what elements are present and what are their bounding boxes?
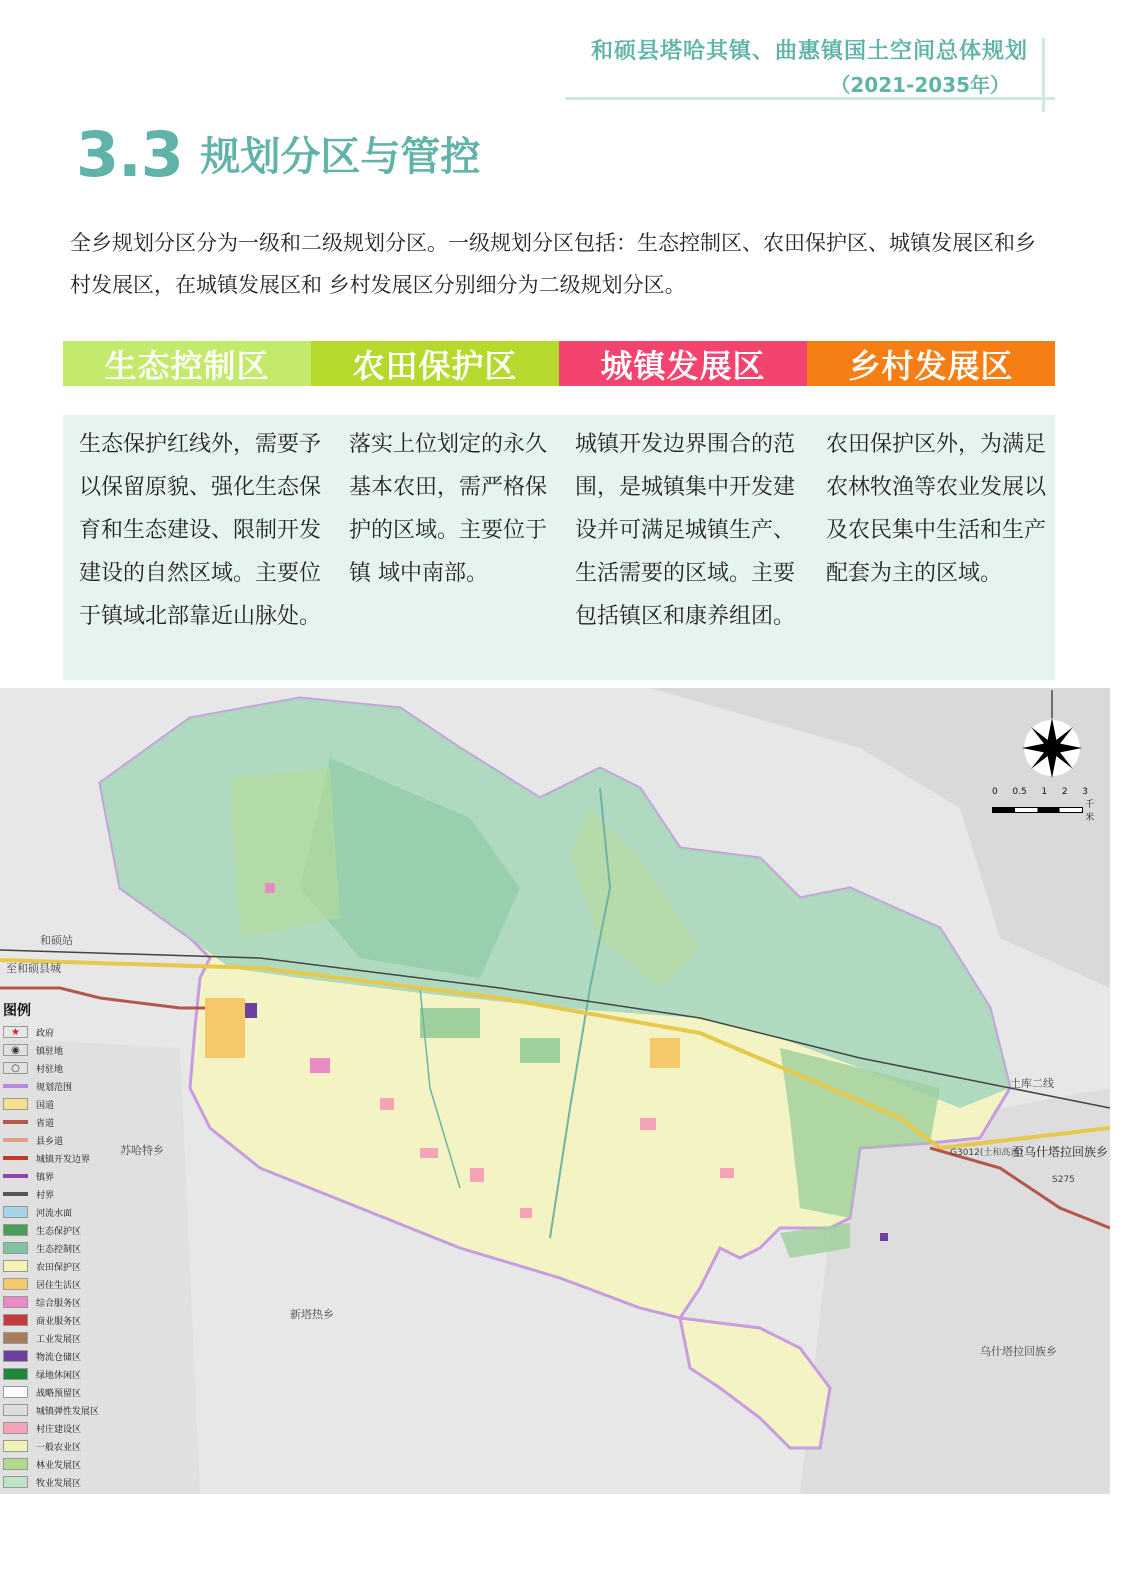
zoning-map	[0, 688, 1110, 1494]
legend-item	[3, 1347, 143, 1365]
scale-tick: 2	[1061, 787, 1068, 797]
legend-item	[3, 1455, 143, 1473]
zone-descriptions	[63, 415, 1055, 680]
legend-item	[3, 1095, 143, 1113]
legend-swatch	[3, 1458, 28, 1470]
legend-label: 一般农业区	[36, 1442, 82, 1453]
legend-title: 图例	[3, 1003, 31, 1019]
header-vertical-divider	[1042, 38, 1045, 112]
legend-swatch	[3, 1386, 28, 1398]
section-number: 3.3	[76, 118, 183, 191]
legend-label: 国道	[36, 1100, 55, 1111]
legend-label: 林业发展区	[36, 1460, 82, 1471]
legend-swatch	[3, 1278, 28, 1290]
legend-item	[3, 1239, 143, 1257]
section-title: 规划分区与管控	[200, 134, 481, 180]
legend-label: 居住生活区	[36, 1280, 82, 1291]
legend-item	[3, 1131, 143, 1149]
legend-item	[3, 1311, 143, 1329]
legend-item	[3, 1419, 143, 1437]
scale-tick: 0.5	[1012, 787, 1027, 797]
map-label-provincial-road: S275	[1052, 1175, 1075, 1185]
zone-farmland	[311, 341, 559, 386]
legend-label: 村庄建设区	[36, 1424, 82, 1435]
legend-label: 农田保护区	[36, 1262, 82, 1273]
legend-swatch	[3, 1404, 28, 1416]
legend-label: 镇驻地	[36, 1046, 64, 1057]
legend-item	[3, 1473, 143, 1491]
zone-bar	[63, 341, 1055, 386]
legend-label: 物流仓储区	[36, 1352, 82, 1363]
legend-item	[3, 1059, 143, 1077]
legend-swatch	[3, 1260, 28, 1272]
legend-swatch: ○	[3, 1062, 28, 1074]
legend-item	[3, 1383, 143, 1401]
legend-label: 政府	[36, 1028, 55, 1039]
legend-label: 规划范围	[36, 1082, 73, 1093]
zone-ecological	[63, 341, 311, 386]
intro-paragraph: 全乡规划分区分为一级和二级规划分区。一级规划分区包括：生态控制区、农田保护区、城镇发展区和乡村发展区，在城镇发展区和 乡村发展区分别细分为二级规划分区。	[70, 231, 1036, 297]
legend-label: 河流水面	[36, 1208, 73, 1219]
legend-item	[3, 1167, 143, 1185]
legend-swatch: ◉	[3, 1044, 28, 1056]
legend-label: 县乡道	[36, 1136, 64, 1147]
legend-item	[3, 1203, 143, 1221]
map-label-to-east: 至乌什塔拉回族乡	[1012, 1145, 1109, 1159]
legend-swatch	[3, 1242, 28, 1254]
legend-swatch: ★	[3, 1026, 28, 1038]
zone-label: 乡村发展区	[848, 346, 1014, 385]
legend-label: 村界	[36, 1190, 55, 1201]
scale-unit: 千米	[1085, 800, 1095, 823]
map-label-township-south: 新塔热乡	[290, 1308, 334, 1321]
legend-item	[3, 1113, 143, 1131]
map-scale-bar	[992, 787, 1102, 823]
legend-label: 城镇开发边界	[36, 1154, 91, 1165]
legend-item	[3, 1437, 143, 1455]
map-label-railway: 土库二线	[1010, 1077, 1054, 1090]
legend-label: 省道	[36, 1118, 55, 1129]
desc-urban: 城镇开发边界围合的范围，是城镇集中开发建设并可满足城镇生产、生活需要的区域。主要包括镇区和康养组团。	[575, 432, 796, 629]
legend-label: 村驻地	[36, 1064, 64, 1075]
legend-swatch	[3, 1422, 28, 1434]
legend-item	[3, 1221, 143, 1239]
legend-label: 城镇弹性发展区	[36, 1406, 100, 1417]
desc-rural: 农田保护区外，为满足农林牧渔等农业发展以及农民集中生活和生产配套为主的区域。	[826, 432, 1047, 586]
zone-label: 生态控制区	[104, 346, 270, 385]
legend-swatch	[3, 1224, 28, 1236]
legend-label: 牧业发展区	[36, 1478, 82, 1489]
legend-label: 生态控制区	[36, 1244, 82, 1255]
header-divider	[565, 97, 1055, 100]
map-label-township-west: 苏哈特乡	[120, 1144, 164, 1157]
legend-label: 综合服务区	[36, 1298, 82, 1309]
section-heading	[76, 118, 480, 191]
legend-label: 战略预留区	[36, 1388, 82, 1399]
legend-swatch	[3, 1476, 28, 1488]
map-legend	[3, 1000, 143, 1491]
map-label-township-east: 乌什塔拉回族乡	[980, 1345, 1057, 1358]
legend-swatch	[3, 1120, 28, 1124]
legend-swatch	[3, 1192, 28, 1196]
report-period: （2021-2035年）	[830, 73, 1010, 97]
report-header	[591, 34, 1028, 98]
legend-swatch	[3, 1314, 28, 1326]
legend-swatch	[3, 1156, 28, 1160]
legend-label: 工业发展区	[36, 1334, 82, 1345]
legend-item	[3, 1041, 143, 1059]
legend-swatch	[3, 1332, 28, 1344]
zone-label: 农田保护区	[352, 346, 518, 385]
scale-tick: 1	[1041, 787, 1048, 797]
desc-farmland: 落实上位划定的永久基本农田，需严格保护的区域。主要位于镇 域中南部。	[349, 432, 548, 586]
legend-item	[3, 1329, 143, 1347]
legend-item	[3, 1077, 143, 1095]
legend-label: 生态保护区	[36, 1226, 82, 1237]
scale-tick: 0	[992, 787, 998, 797]
legend-label: 镇界	[36, 1172, 55, 1183]
map-canvas	[0, 688, 1110, 1494]
desc-ecological: 生态保护红线外，需要予以保留原貌、强化生态保育和生态建设、限制开发建设的自然区域。主要位于镇域北部靠近山脉处。	[79, 432, 322, 629]
legend-swatch	[3, 1084, 28, 1088]
legend-item	[3, 1275, 143, 1293]
legend-swatch	[3, 1174, 28, 1178]
map-label-station: 和硕站	[40, 934, 73, 947]
zone-rural	[807, 341, 1055, 386]
legend-item	[3, 1257, 143, 1275]
scale-tick: 3	[1082, 787, 1088, 797]
zone-label: 城镇发展区	[600, 346, 766, 385]
legend-item	[3, 1185, 143, 1203]
map-label-expressway: G3012(土和高速)	[950, 1148, 1023, 1158]
legend-item	[3, 1365, 143, 1383]
legend-swatch	[3, 1368, 28, 1380]
legend-swatch	[3, 1098, 28, 1110]
legend-label: 绿地休闲区	[36, 1370, 82, 1381]
legend-label: 商业服务区	[36, 1316, 82, 1327]
legend-swatch	[3, 1138, 28, 1142]
legend-item	[3, 1401, 143, 1419]
report-title: 和硕县塔哈其镇、曲惠镇国土空间总体规划	[590, 39, 1028, 64]
legend-swatch	[3, 1206, 28, 1218]
zone-urban	[559, 341, 807, 386]
legend-swatch	[3, 1350, 28, 1362]
map-label-to-county: 至和硕县城	[6, 962, 61, 975]
legend-item	[3, 1149, 143, 1167]
legend-swatch	[3, 1440, 28, 1452]
legend-swatch	[3, 1296, 28, 1308]
legend-items	[3, 1023, 143, 1491]
legend-item	[3, 1023, 143, 1041]
legend-item	[3, 1293, 143, 1311]
